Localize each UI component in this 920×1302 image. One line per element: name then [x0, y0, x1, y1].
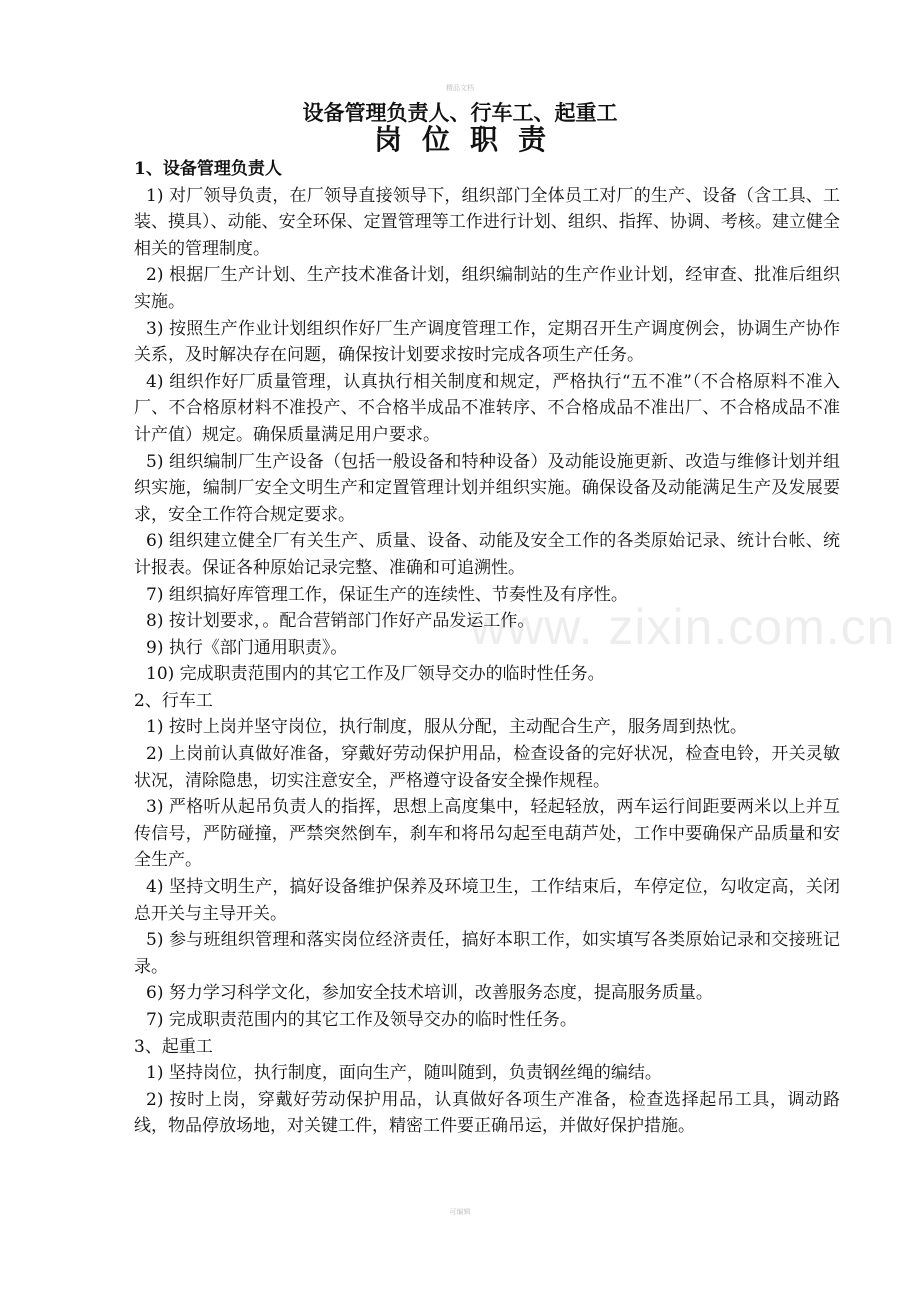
list-item: 10) 完成职责范围内的其它工作及厂领导交办的临时性任务。: [146, 664, 605, 685]
list-item: 8) 按计划要求，。配合营销部门作好产品发运工作。: [146, 611, 535, 632]
list-item: 3) 严格听从起吊负责人的指挥，思想上高度集中，轻起轻放，两车运行间距要两米以上并互传信号，严防碰撞，严禁突然倒车，刹车和将吊勾起至电葫芦处，工作中要确保产品质量和安全生产。: [134, 797, 840, 871]
header-mark: 精品文档: [446, 84, 474, 92]
watermark: www. zixin.com.cn: [470, 599, 896, 655]
list-item: 5) 组织编制厂生产设备（包括一般设备和特种设备）及动能设施更新、改造与维修计划并组织实施，编制厂安全文明生产和定置管理计划并组织实施。确保设备及动能满足生产及发展要求，安全工作符合规定要求。: [134, 451, 840, 525]
section-heading: 2、行车工: [134, 690, 213, 711]
footer-mark: 可编辑: [449, 1208, 471, 1216]
section-heading: 1、设备管理负责人: [134, 159, 282, 179]
list-item: 5) 参与班组织管理和落实岗位经济责任，搞好本职工作，如实填写各类原始记录和交接班记录。: [134, 930, 840, 977]
document-body: [134, 156, 840, 1140]
list-item: 7) 完成职责范围内的其它工作及领导交办的临时性任务。: [146, 1010, 577, 1030]
list-item: 6) 努力学习科学文化，参加安全技术培训，改善服务态度，提高服务质量。: [146, 983, 713, 1004]
list-item: 9) 执行《部门通用职责》。: [146, 637, 348, 658]
list-item: 2) 按时上岗，穿戴好劳动保护用品，认真做好各项生产准备，检查选择起吊工具，调动路线，物品停放场地，对关键工件，精密工件要正确吊运，并做好保护措施。: [134, 1089, 840, 1137]
list-item: 4) 组织作好厂质量管理，认真执行相关制度和规定，严格执行“五不准”（不合格原料不准入厂、不合格原材料不准投产、不合格半成品不准转序、不合格成品不准出厂、不合格成品不准计产值）规定。确保质量满足用户要求。: [134, 371, 840, 445]
document-title: 设备管理负责人、行车工、起重工: [302, 100, 618, 125]
section-heading: 3、起重工: [134, 1036, 213, 1057]
document-subtitle: 岗位职责: [373, 123, 566, 156]
list-item: 1) 按时上岗并坚守岗位，执行制度，服从分配，主动配合生产，服务周到热忱。: [146, 717, 747, 738]
list-item: 4) 坚持文明生产，搞好设备维护保养及环境卫生，工作结束后，车停定位，勾收定高，关闭总开关与主导开关。: [134, 877, 840, 924]
list-item: 1) 对厂领导负责，在厂领导直接领导下，组织部门全体员工对厂的生产、设备（含工具、工装、摸具）、动能、安全环保、定置管理等工作进行计划、组织、指挥、协调、考核。建立健全相关的管理制度。: [134, 185, 840, 259]
list-item: 2) 上岗前认真做好准备，穿戴好劳动保护用品，检查设备的完好状况，检查电铃，开关灵敏状况，清除隐患，切实注意安全，严格遵守设备安全操作规程。: [134, 744, 840, 791]
list-item: 6) 组织建立健全厂有关生产、质量、设备、动能及安全工作的各类原始记录、统计台帐、统计报表。保证各种原始记录完整、准确和可追溯性。: [134, 531, 840, 578]
list-item: 7) 组织搞好库管理工作，保证生产的连续性、节奏性及有序性。: [146, 584, 628, 605]
list-item: 2) 根据厂生产计划、生产技术准备计划，组织编制站的生产作业计划，经审查、批准后组织实施。: [134, 265, 840, 312]
list-item: 3) 按照生产作业计划组织作好厂生产调度管理工作，定期召开生产调度例会，协调生产协作关系，及时解决存在问题，确保按计划要求按时完成各项生产任务。: [134, 318, 840, 366]
list-item: 1) 坚持岗位，执行制度，面向生产，随叫随到，负责钢丝绳的编结。: [146, 1063, 662, 1084]
